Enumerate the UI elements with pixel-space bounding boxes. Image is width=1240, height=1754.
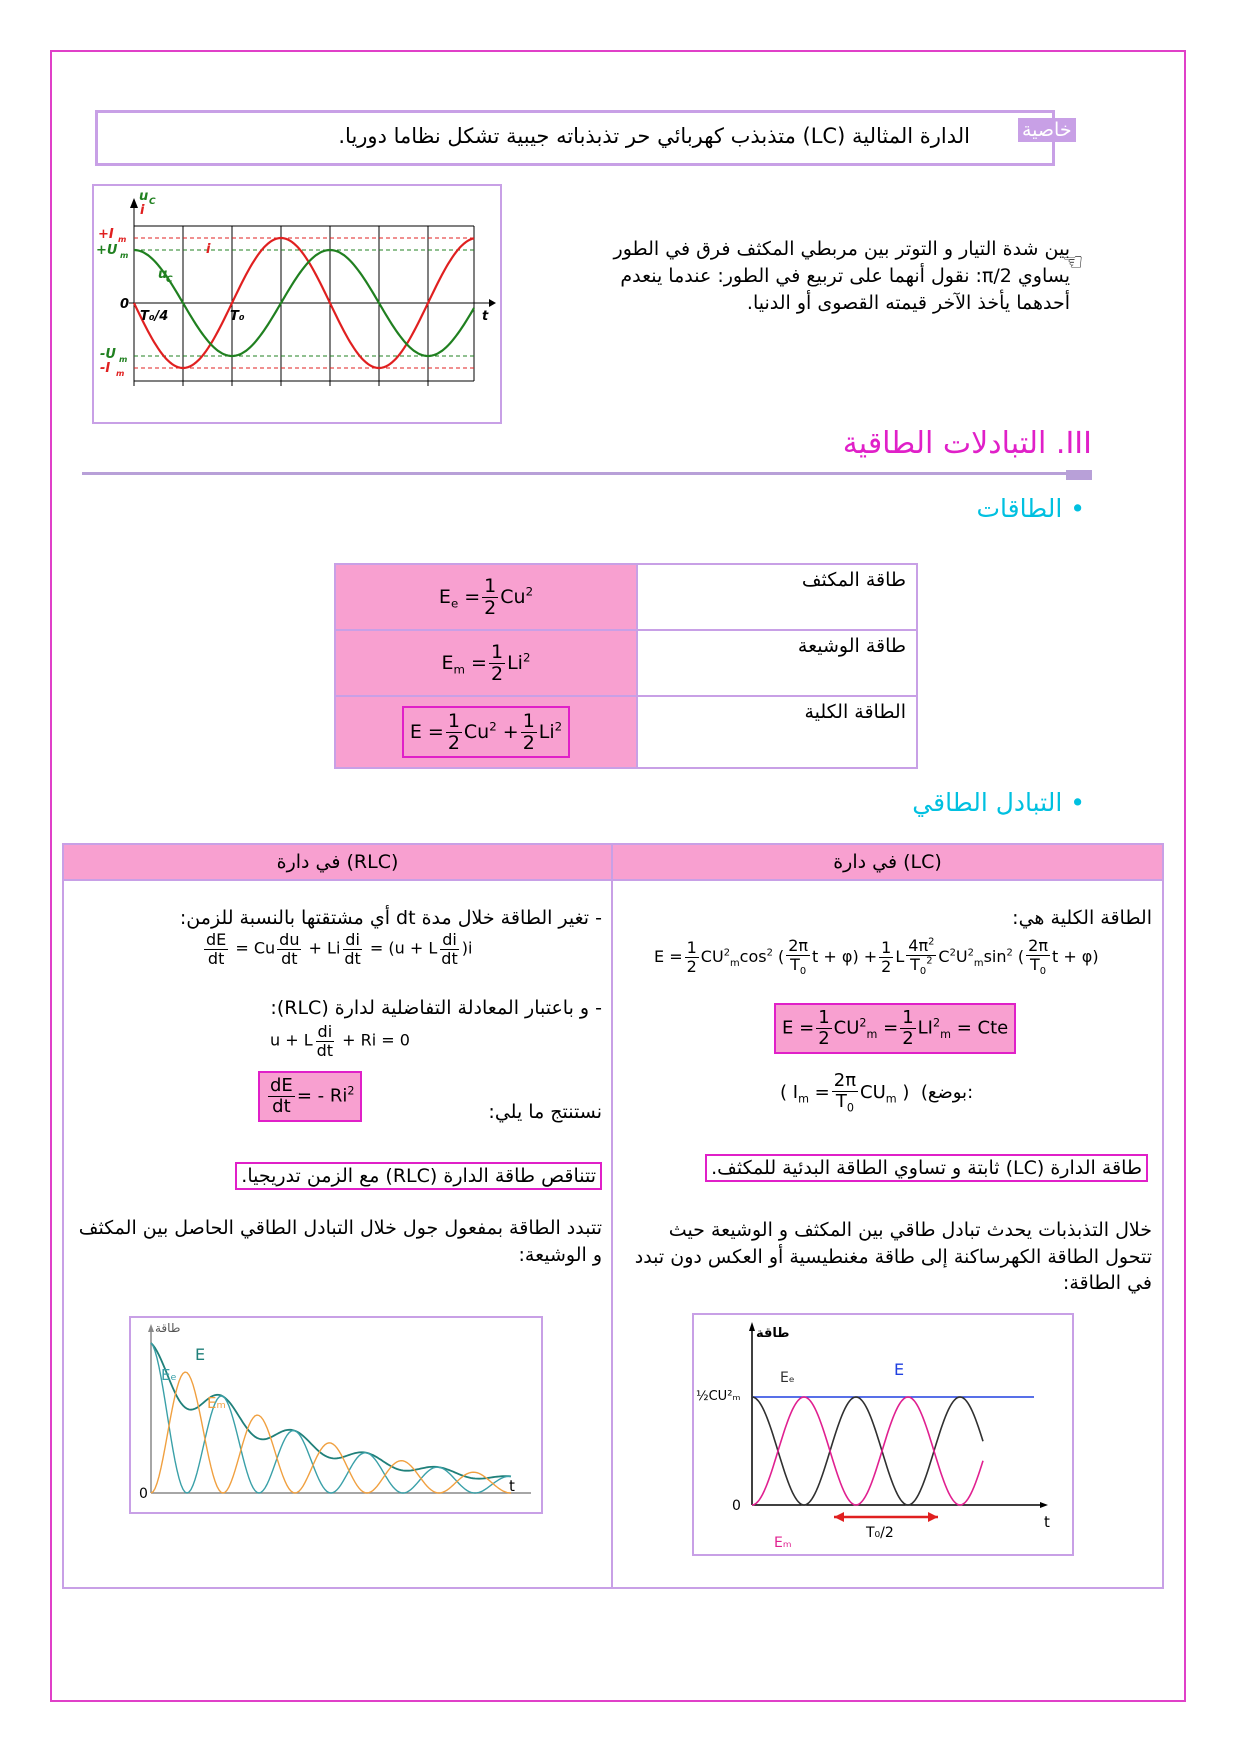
lc-level-label: ½CU²ₘ <box>696 1389 741 1404</box>
lc-zero-label: 0 <box>732 1498 741 1514</box>
rlc-energy-svg <box>131 1318 541 1512</box>
plus-im-label: +I <box>98 227 114 242</box>
minus-um-sub: m <box>119 355 128 364</box>
minus-um-label: -U <box>100 347 116 362</box>
rlc-capacitor-energy-curve <box>151 1343 511 1493</box>
i-curve-label: i <box>206 242 211 257</box>
section-rule <box>82 472 1092 475</box>
lc-coil-energy-curve <box>752 1397 983 1505</box>
period-label: T₀/2 <box>866 1525 894 1541</box>
column-separator <box>611 845 613 1587</box>
lc-Ee-label: Eₑ <box>780 1370 795 1386</box>
total-energy-formula: E = $\frac{1}{2}$ $Cu^2$ + $\frac{1}{2}$ Li$^2$ <box>335 696 637 768</box>
lc-x-label: t <box>1044 1513 1050 1531</box>
current-voltage-svg <box>94 186 500 422</box>
energies-subtitle: • الطاقات <box>976 494 1085 523</box>
rlc-Ee-label: Eₑ <box>161 1366 177 1384</box>
t0-4-label: T₀/4 <box>140 309 169 324</box>
rlc-Em-label: Eₘ <box>207 1394 226 1412</box>
lc-put-label: (بوضع: <box>920 1081 974 1103</box>
t-axis-label: t <box>482 309 489 324</box>
uc-label: u <box>139 189 149 204</box>
total-energy-label: الطاقة الكلية <box>637 696 917 768</box>
minus-im-label: -I <box>100 361 111 376</box>
lc-y-label: طاقة <box>756 1326 790 1341</box>
current-voltage-graph <box>92 184 502 424</box>
rlc-x-label: t <box>509 1477 515 1495</box>
rlc-intro2: - و باعتبار المعادلة التفاضلية لدارة (RLC): <box>270 997 602 1019</box>
pointing-hand-icon: ☜ <box>1062 248 1084 276</box>
rlc-energy-graph <box>129 1316 543 1514</box>
coil-energy-formula: $E_m$ = $\frac{1}{2}$ Li$^2$ <box>335 630 637 696</box>
lc-energy-svg <box>694 1315 1072 1554</box>
exchange-title-text: التبادل الطاقي <box>912 788 1063 817</box>
plus-um-sub: m <box>120 251 129 260</box>
zero-label: 0 <box>120 297 130 312</box>
rlc-y-label: طاقة <box>155 1321 181 1335</box>
rlc-paragraph: تتبدد الطاقة بمفعول جول خلال التبادل الطاقي الحاصل بين المكثف و الوشيعة: <box>78 1217 602 1266</box>
phase-note: بين شدة التيار و التوتر بين مربطي المكثف فرق في الطور يساوي π/2: نقول أنهما على تربيع في الطور: عندما ينعدم أحدهما يأخذ الآخر قيمته القصوى أو الدنيا. <box>613 238 1070 314</box>
rlc-E-label: E <box>195 1345 206 1364</box>
exchange-subtitle: • التبادل الطاقي <box>912 788 1085 817</box>
i-label: i <box>140 203 145 218</box>
rlc-coil-energy-curve <box>151 1372 511 1493</box>
rlc-intro: - تغير الطاقة خلال مدة dt أي مشتقتها بالنسبة للزمن: <box>179 907 602 929</box>
rlc-derivative-formula: $\frac{dE}{dt}$ = Cu $\frac{du}{dt}$ + Li $\frac{di}{dt}$ = (u + L $\frac{di}{dt}$ )i <box>206 930 473 968</box>
section-number: III. <box>1055 426 1092 461</box>
energies-table <box>334 563 918 769</box>
capacitor-energy-label: طاقة المكثف <box>637 564 917 630</box>
minus-im-sub: m <box>116 369 125 378</box>
plus-im-sub: m <box>118 235 127 244</box>
lc-capacitor-energy-curve <box>752 1397 983 1505</box>
lc-im-formula: ( $I_m$ = $\frac{2\pi}{T_0}$ $CU_m$ ) (بوضع: <box>780 1070 974 1115</box>
uc-sub: C <box>149 197 156 207</box>
lc-conclusion: طاقة الدارة (LC) ثابتة و تساوي الطاقة البدئية للمكثف. <box>632 1155 1148 1182</box>
rlc-conclude-label: نستنتج ما يلي: <box>488 1101 602 1123</box>
rlc-energy-derivative-formula: $\frac{dE}{dt}$ = - Ri$^2$ <box>258 1071 362 1122</box>
property-tag: خاصية <box>1018 118 1076 142</box>
lc-E-label: E <box>894 1360 905 1379</box>
section-title <box>780 426 1092 461</box>
uc-curve-sub: C <box>166 275 173 285</box>
plus-um-label: +U <box>96 243 118 258</box>
lc-constant-formula: E = $\frac{1}{2}$ $CU^2_m$ = $\frac{1}{2}$ $LI^2_m$ = Cte <box>774 1003 1016 1054</box>
t0-label: T₀ <box>230 309 245 324</box>
table-row <box>335 696 917 768</box>
lc-energy-graph <box>692 1313 1074 1556</box>
table-row <box>335 564 917 630</box>
rlc-header: في دارة (RLC) <box>64 845 611 881</box>
lc-Em-label: Eₘ <box>774 1535 792 1551</box>
rlc-zero-label: 0 <box>139 1486 148 1502</box>
section-rule-end <box>1066 470 1092 480</box>
rlc-conclusion: تتناقص طاقة الدارة (RLC) مع الزمن تدريجيا. <box>172 1163 602 1190</box>
section-title-text: التبادلات الطاقية <box>842 426 1047 461</box>
lc-header: في دارة (LC) <box>613 845 1162 881</box>
capacitor-energy-formula: $E_e$ = $\frac{1}{2}$ Cu$^2$ <box>335 564 637 630</box>
uc-curve-label: u <box>158 267 168 282</box>
lc-paragraph: خلال التذبذبات يحدث تبادل طاقي بين المكثف و الوشيعة حيث تتحول الطاقة الكهرساكنة إلى طاقة مغنطيسية أو العكس دون تبدد في الطاقة: <box>634 1219 1152 1295</box>
lc-intro: الطاقة الكلية هي: <box>1012 907 1152 929</box>
table-row <box>335 630 917 696</box>
property-text: الدارة المثالية (LC) متذبذب كهربائي حر تذبذباته جيبية تشكل نظاما دوريا. <box>338 124 970 148</box>
lc-total-energy-formula: E = $\frac{1}{2}$ $CU^2_m\cos^2$ ( $\frac{2\pi}{T_0}$ t + φ) + $\frac{1}{2}$ L $\frac{4\pi^2}{T_0^2}$ $C^2U^2_m\sin^2$ ( $\frac{2\pi}{T_0}$ t + φ) <box>654 936 1099 977</box>
coil-energy-label: طاقة الوشيعة <box>637 630 917 696</box>
energies-title-text: الطاقات <box>976 494 1063 523</box>
rlc-differential-equation: u + L $\frac{di}{dt}$ + Ri = 0 <box>270 1022 410 1060</box>
